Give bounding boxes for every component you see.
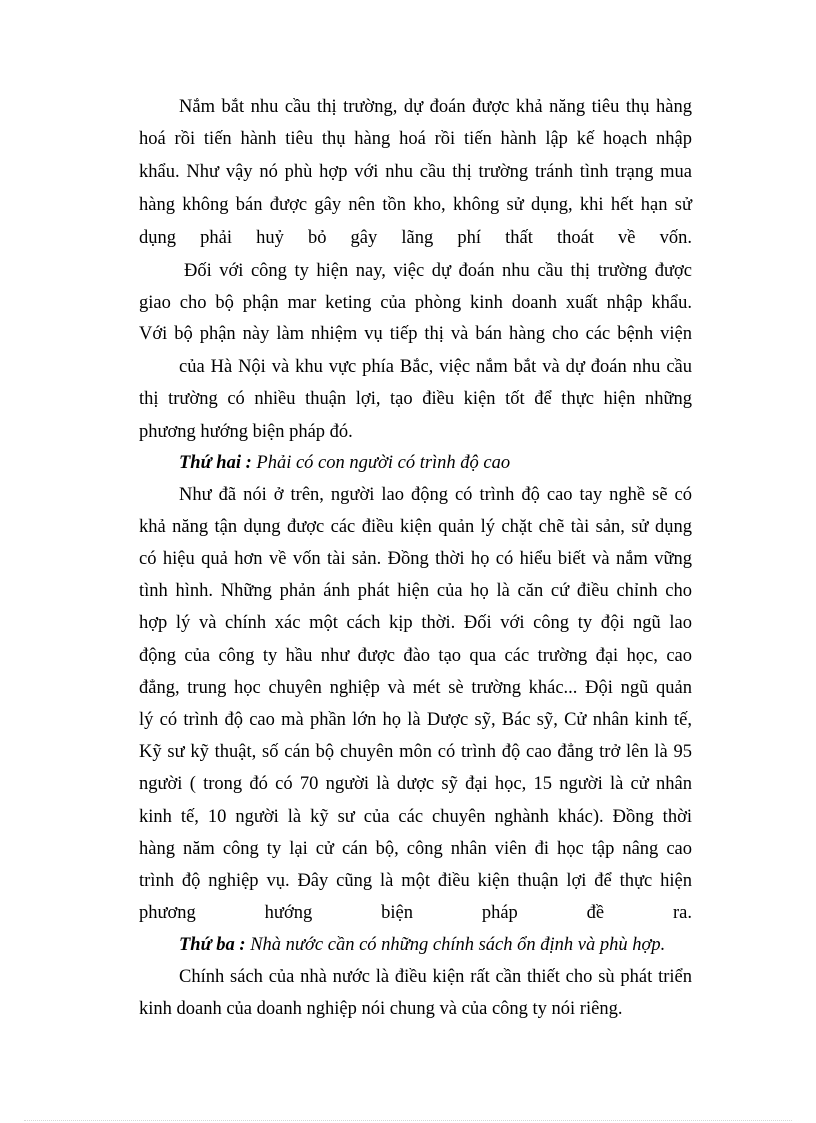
paragraph-line: dụng phải huỷ bỏ gây lãng phí thất thoát về vốn. <box>139 228 692 248</box>
paragraph-line: hợp lý và chính xác một cách kịp thời. Đối với công ty đội ngũ lao <box>139 613 692 633</box>
heading-text: Phải có con người có trình độ cao <box>251 453 511 473</box>
paragraph-line: trình độ nghiệp vụ. Đây cũng là một điều kiện thuận lợi để thực hiện <box>139 871 692 891</box>
paragraph-line: phương hướng biện pháp đó. <box>139 422 353 442</box>
heading-label: Thứ hai : <box>179 453 252 473</box>
paragraph-line: tình hình. Những phản ánh phát hiện của họ là căn cứ điều chỉnh cho <box>139 581 692 601</box>
heading-label: Thứ ba : <box>179 935 246 955</box>
paragraph-line: Nắm bắt nhu cầu thị trường, dự đoán được khả năng tiêu thụ hàng <box>179 97 692 117</box>
paragraph-line: có hiệu quả hơn về vốn tài sản. Đồng thời họ có hiểu biết và nắm vững <box>139 549 692 569</box>
heading-text: Nhà nước cần có những chính sách ổn định và phù hợp. <box>245 935 666 955</box>
paragraph-line: giao cho bộ phận mar keting của phòng kinh doanh xuất nhập khẩu. <box>139 293 692 313</box>
paragraph-line: của Hà Nội và khu vực phía Bắc, việc nắm bắt và dự đoán nhu cầu <box>179 357 692 377</box>
paragraph-line: kinh tế, 10 người là kỹ sư của các chuyên nghành khác). Đồng thời <box>139 807 692 827</box>
page-bottom-rule <box>24 1120 792 1121</box>
paragraph-line: Kỹ sư kỹ thuật, số cán bộ chuyên môn có trình độ cao đẳng trở lên là 95 <box>139 742 692 762</box>
section-heading <box>179 451 510 475</box>
paragraph-line: hàng không bán được gây nên tồn kho, không sử dụng, khi hết hạn sử <box>139 195 692 215</box>
paragraph-line: khả năng tận dụng được các điều kiện quản lý chặt chẽ tài sản, sử dụng <box>139 517 692 537</box>
paragraph-line: thị trường có nhiều thuận lợi, tạo điều kiện tốt để thực hiện những <box>139 389 692 409</box>
paragraph-line: khẩu. Như vậy nó phù hợp với nhu cầu thị trường tránh tình trạng mua <box>139 162 692 182</box>
paragraph-line: Với bộ phận này làm nhiệm vụ tiếp thị và bán hàng cho các bệnh viện <box>139 324 692 344</box>
paragraph-line: Như đã nói ở trên, người lao động có trình độ cao tay nghề sẽ có <box>179 485 692 505</box>
paragraph-line: Chính sách của nhà nước là điều kiện rất cần thiết cho sù phát triển <box>179 967 692 987</box>
paragraph-line: đẳng, trung học chuyên nghiệp và mét sè trường khác... Đội ngũ quản <box>139 678 692 698</box>
paragraph-line: người ( trong đó có 70 người là dược sỹ đại học, 15 người là cử nhân <box>139 774 692 794</box>
paragraph-line: phương hướng biện pháp đề ra. <box>139 903 692 923</box>
paragraph-line: lý có trình độ cao mà phần lớn họ là Dược sỹ, Bác sỹ, Cử nhân kinh tế, <box>139 710 692 730</box>
paragraph-line: động của công ty hầu như được đào tạo qua các trường đại học, cao <box>139 646 692 666</box>
paragraph-line: hàng năm công ty lại cử cán bộ, công nhân viên đi học tập nâng cao <box>139 839 692 859</box>
paragraph-line: Đối với công ty hiện nay, việc dự đoán nhu cầu thị trường được <box>184 261 692 281</box>
paragraph-line: hoá rồi tiến hành tiêu thụ hàng hoá rồi tiến hành lập kế hoạch nhập <box>139 129 692 149</box>
paragraph-line: kinh doanh của doanh nghiệp nói chung và của công ty nói riêng. <box>139 999 623 1019</box>
section-heading <box>179 933 665 957</box>
